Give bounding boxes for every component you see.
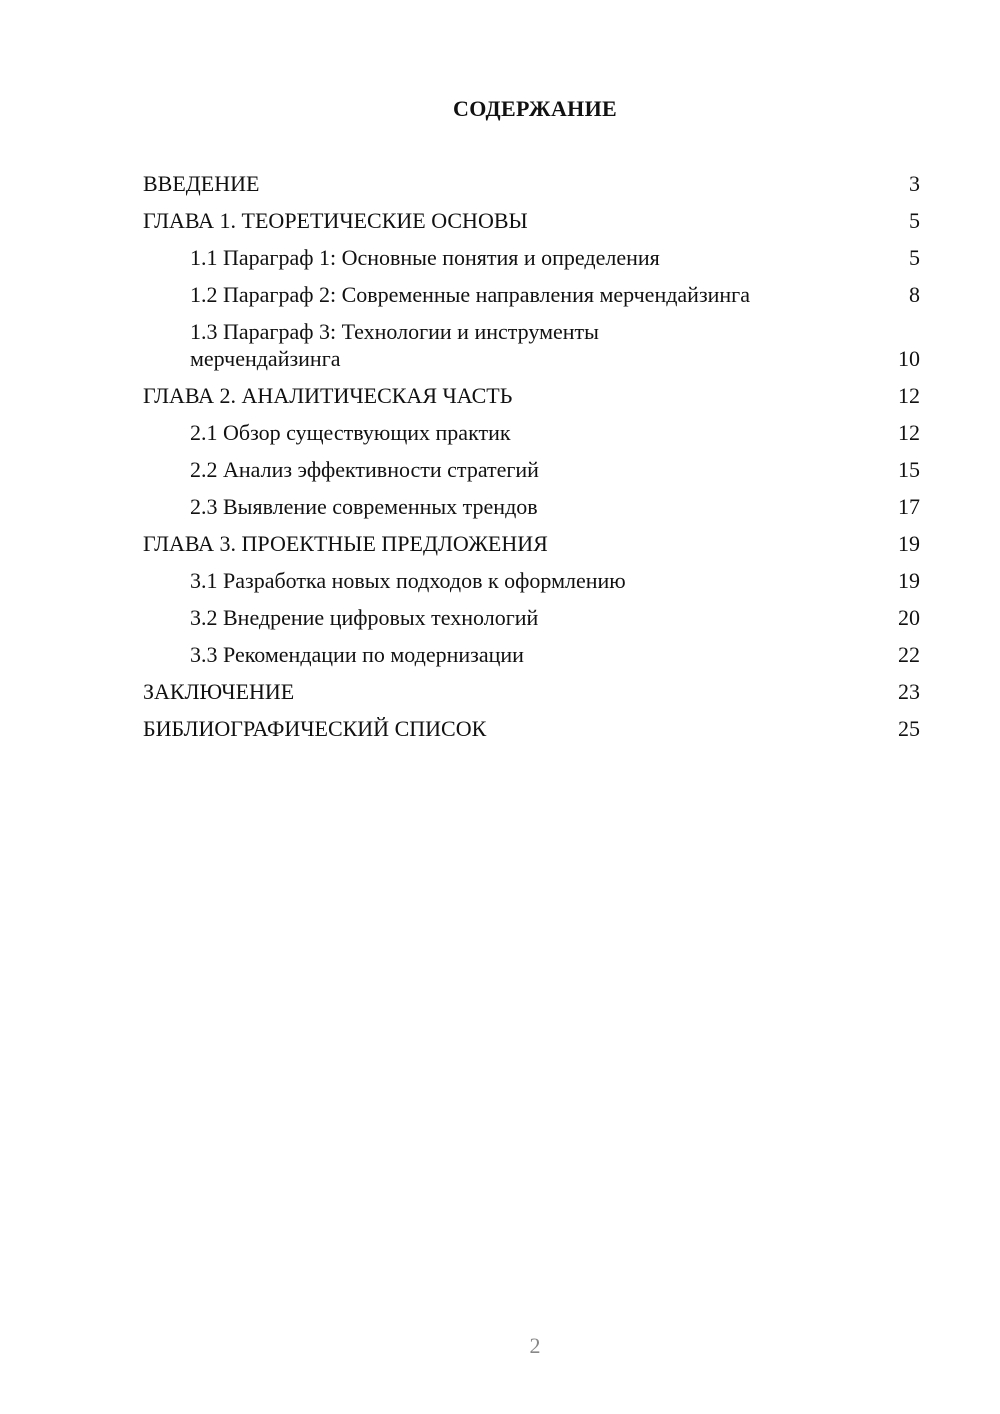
toc-entry-page: 22 — [898, 642, 920, 667]
toc-entry-section-1-3[interactable] — [143, 318, 920, 372]
toc-entry-label: БИБЛИОГРАФИЧЕСКИЙ СПИСОК — [143, 716, 487, 741]
toc-entry-label: 1.3 Параграф 3: Технологии и инструменты мерчендайзинга — [190, 319, 599, 371]
toc-entry-label: 2.2 Анализ эффективности стратегий — [190, 457, 539, 482]
toc-entry-page: 19 — [898, 568, 920, 593]
toc-entry-page: 5 — [909, 245, 920, 270]
toc-entry-section-2-3[interactable] — [143, 493, 920, 520]
toc-entry-section-3-2[interactable] — [143, 604, 920, 631]
page-title: СОДЕРЖАНИЕ — [453, 96, 617, 121]
toc-entry-label: ГЛАВА 2. АНАЛИТИЧЕСКАЯ ЧАСТЬ — [143, 383, 513, 408]
toc-entry-label: 2.1 Обзор существующих практик — [190, 420, 511, 445]
toc-entry-chapter-1[interactable] — [143, 207, 920, 234]
toc-entry-section-2-1[interactable] — [143, 419, 920, 446]
toc-entry-page: 12 — [898, 383, 920, 408]
toc-entry-page: 19 — [898, 531, 920, 556]
toc-entry-page: 17 — [898, 494, 920, 519]
toc-entry-label: ГЛАВА 1. ТЕОРЕТИЧЕСКИЕ ОСНОВЫ — [143, 208, 528, 233]
toc-entry-section-1-2[interactable] — [143, 281, 920, 308]
toc-entry-section-3-3[interactable] — [143, 641, 920, 668]
toc-entry-page: 15 — [898, 457, 920, 482]
toc-entry-section-1-1[interactable] — [143, 244, 920, 271]
toc-entry-label: 3.2 Внедрение цифровых технологий — [190, 605, 539, 630]
page-number: 2 — [529, 1333, 541, 1358]
toc-entry-section-3-1[interactable] — [143, 567, 920, 594]
toc-entry-chapter-3[interactable] — [143, 530, 920, 557]
toc-entry-page: 8 — [909, 282, 920, 307]
toc-entry-label: 3.3 Рекомендации по модернизации — [190, 642, 524, 667]
toc-entry-conclusion[interactable] — [143, 678, 920, 705]
toc-entry-label: ЗАКЛЮЧЕНИЕ — [143, 679, 295, 704]
toc-entry-label: ВВЕДЕНИЕ — [143, 171, 260, 196]
toc-entry-page: 10 — [898, 346, 920, 371]
toc-entry-label: 2.3 Выявление современных трендов — [190, 494, 538, 519]
toc-entry-page: 3 — [909, 171, 920, 196]
toc-entry-label: 3.1 Разработка новых подходов к оформлению — [190, 568, 626, 593]
toc-entry-chapter-2[interactable] — [143, 382, 920, 409]
toc-entry-label: 1.1 Параграф 1: Основные понятия и определения — [190, 245, 660, 270]
table-of-contents — [143, 170, 920, 752]
toc-entry-introduction[interactable] — [143, 170, 920, 197]
toc-entry-section-2-2[interactable] — [143, 456, 920, 483]
toc-entry-page: 23 — [898, 679, 920, 704]
toc-entry-page: 25 — [898, 716, 920, 741]
toc-entry-bibliography[interactable] — [143, 715, 920, 742]
toc-entry-label: 1.2 Параграф 2: Современные направления мерчендайзинга — [190, 282, 750, 307]
toc-entry-label: ГЛАВА 3. ПРОЕКТНЫЕ ПРЕДЛОЖЕНИЯ — [143, 531, 548, 556]
toc-entry-page: 20 — [898, 605, 920, 630]
toc-entry-page: 5 — [909, 208, 920, 233]
toc-entry-page: 12 — [898, 420, 920, 445]
